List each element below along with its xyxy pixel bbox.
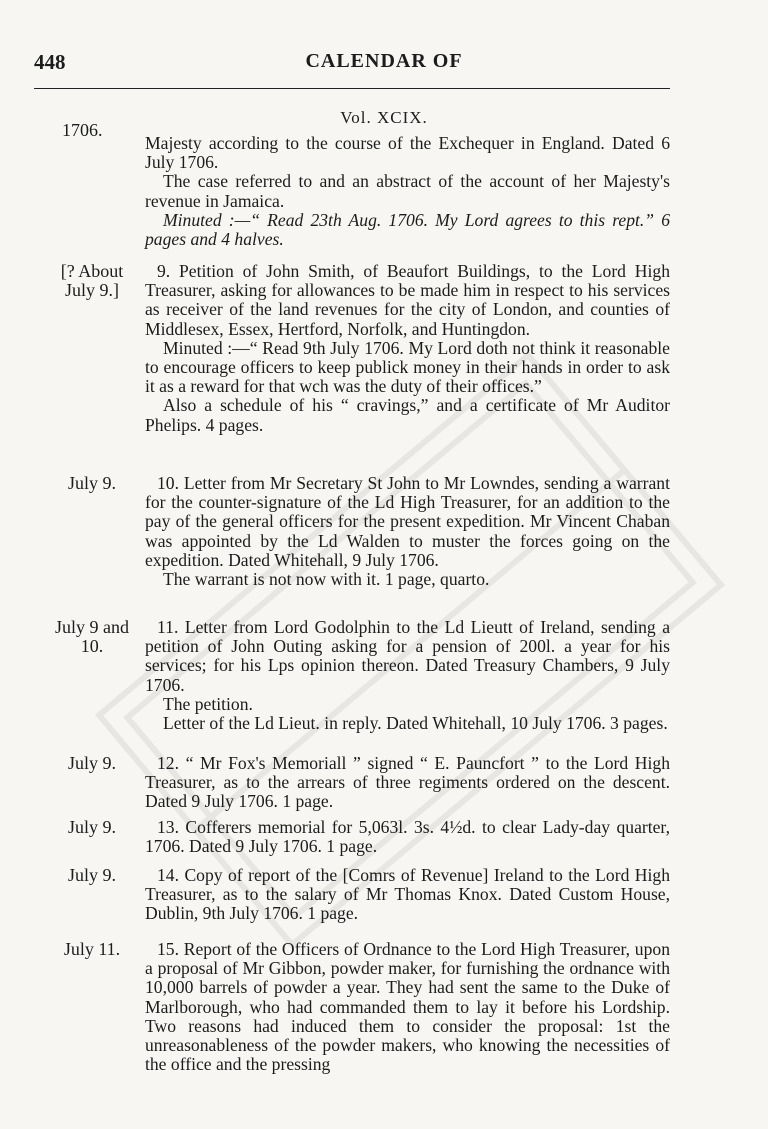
minute-note: Minuted :—“ Read 9th July 1706. My Lord doth not think it reasonable to encourage officers to keep publick money in their hands in order to ask it as a reward for that wch was the duty of their offices.” — [145, 337, 670, 397]
entry-paragraph: 13. Cofferers memorial for 5,063l. 3s. 4½d. to clear Lady-day quarter, 1706. Dated 9 July 1706. 1 page. — [145, 817, 670, 857]
entry-paragraph: The petition. — [163, 693, 253, 714]
entry-paragraph: 9. Petition of John Smith, of Beaufort Buildings, to the Lord High Treasurer, asking for allowances to be made him in respect to his services as receiver of the land revenues for the city of London, and counties of Middlesex, Essex, Hertford, Norfolk, and Huntingdon. — [145, 261, 670, 339]
header-rule — [34, 88, 670, 89]
entry-11 — [145, 618, 670, 733]
entry-paragraph: Also a schedule of his “ cravings,” and a certificate of Mr Auditor Phelips. 4 pages. — [145, 395, 670, 435]
entry-13 — [145, 818, 670, 856]
entry-date-margin: July 9. — [67, 753, 116, 773]
entry-14 — [145, 866, 670, 924]
entry-date-margin: July 9 and 10. — [55, 617, 129, 656]
entry-12 — [145, 754, 670, 812]
entry-date-margin: July 11. — [63, 939, 121, 959]
entry-continuation — [145, 134, 670, 249]
entry-paragraph: 15. Report of the Officers of Ordnance to the Lord High Treasurer, upon a proposal of Mr Gibbon, powder maker, for furnishing the ordnance with 10,000 barrels of powder a year. They had sent the same to the Duke of Marlborough, who had commanded them to lay it before his Lordship. Two reasons had induced them to consider the proposal: 1st the unreasonableness of the powder makers, who knowing the necessities of the office and the pressing — [145, 939, 670, 1075]
page-header — [0, 50, 768, 80]
entry-paragraph: Majesty according to the course of the Exchequer in England. Dated 6 July 1706. — [145, 133, 670, 173]
running-title: CALENDAR OF — [305, 50, 463, 72]
entry-10 — [145, 474, 670, 589]
entry-date-margin: July 9. — [67, 817, 116, 837]
page-number: 448 — [34, 50, 66, 74]
entry-paragraph: The case referred to and an abstract of the account of her Majesty's revenue in Jamaica. — [145, 171, 670, 211]
entry-paragraph: 14. Copy of report of the [Comrs of Revenue] Ireland to the Lord High Treasurer, as to the salary of Mr Thomas Knox. Dated Custom House, Dublin, 9th July 1706. 1 page. — [145, 865, 670, 924]
entry-paragraph: 11. Letter from Lord Godolphin to the Ld Lieutt of Ireland, sending a petition of John Outing asking for a pension of 200l. a year for his services; for his Lps opinion thereon. Dated Treasury Chambers, 9 July 1706. — [145, 617, 670, 695]
volume-heading: Vol. XCIX. — [340, 108, 428, 127]
entry-date-margin: July 9. — [67, 473, 116, 493]
minute-note: Minuted :—“ Read 23th Aug. 1706. My Lord agrees to this rept.” 6 pages and 4 halves. — [145, 209, 670, 250]
entry-date-margin: July 9. — [67, 865, 116, 885]
entry-paragraph: The warrant is not now with it. 1 page, quarto. — [163, 569, 490, 590]
entry-paragraph: Letter of the Ld Lieut. in reply. Dated Whitehall, 10 July 1706. 3 pages. — [163, 713, 668, 734]
entry-paragraph: 10. Letter from Mr Secretary St John to Mr Lowndes, sending a warrant for the counter-signature of the Ld High Treasurer, for an addition to the pay of the general officers for the present expedition. Mr Vincent Chaban was appointed by the Ld Walden to muster the forces going on the expedition. Dated Whitehall, 9 July 1706. — [145, 473, 670, 570]
entry-15 — [145, 940, 670, 1074]
year-margin: 1706. — [62, 120, 103, 140]
entry-9 — [145, 262, 670, 435]
entry-paragraph: 12. “ Mr Fox's Memoriall ” signed “ E. Pauncfort ” to the Lord High Treasurer, as to the arrears of three regiments ordered on the descent. Dated 9 July 1706. 1 page. — [145, 753, 670, 812]
entry-date-margin: [? About July 9.] — [60, 261, 124, 300]
